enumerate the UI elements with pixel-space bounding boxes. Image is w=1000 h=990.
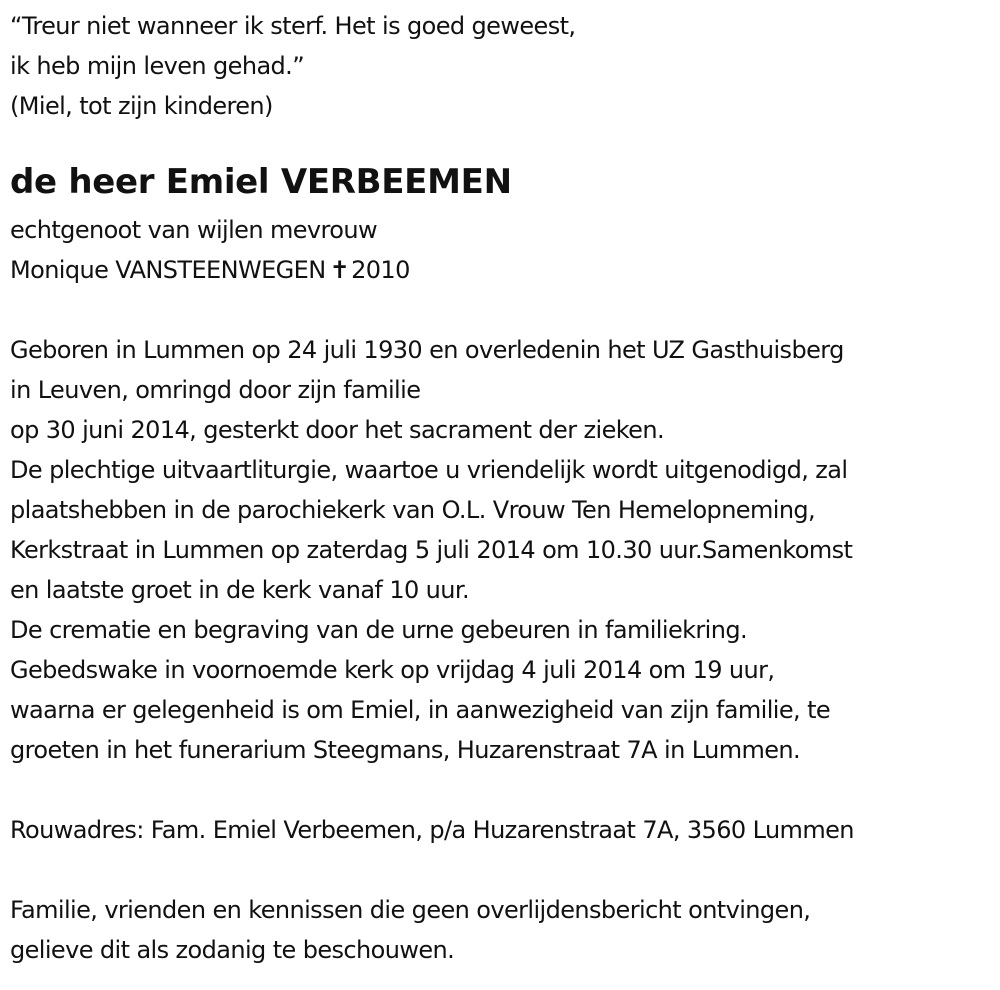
spouse-name: Monique VANSTEENWEGEN (10, 256, 326, 284)
body-line: groeten in het funerarium Steegmans, Huzarenstraat 7A in Lummen. (10, 736, 801, 764)
body-line: waarna er gelegenheid is om Emiel, in aanwezigheid van zijn familie, te (10, 696, 831, 724)
deceased-name: de heer Emiel VERBEEMEN (10, 162, 512, 202)
body-line: Geboren in Lummen op 24 juli 1930 en overledenin het UZ Gasthuisberg (10, 336, 844, 364)
body-line: en laatste groet in de kerk vanaf 10 uur. (10, 576, 469, 604)
quote-block (10, 6, 998, 126)
relation-line: echtgenoot van wijlen mevrouw (10, 216, 377, 244)
body-line: De plechtige uitvaartliturgie, waartoe u vriendelijk wordt uitgenodigd, zal (10, 456, 848, 484)
closing-line-2: gelieve dit als zodanig te beschouwen. (10, 936, 455, 964)
body-line: De crematie en begraving van de urne gebeuren in familiekring. (10, 616, 748, 644)
spacer (10, 770, 998, 810)
relation-block (10, 210, 998, 290)
quote-line-2: ik heb mijn leven gehad.” (10, 52, 305, 80)
quote-attribution: (Miel, tot zijn kinderen) (10, 92, 273, 120)
closing-line-1: Familie, vrienden en kennissen die geen overlijdensbericht ontvingen, (10, 896, 811, 924)
body-line: plaatshebben in de parochiekerk van O.L. Vrouw Ten Hemelopneming, (10, 496, 816, 524)
closing-block (10, 890, 998, 970)
spouse-line (10, 250, 998, 290)
spouse-death-year: 2010 (351, 256, 410, 284)
spacer (10, 290, 998, 330)
quote-line-1: “Treur niet wanneer ik sterf. Het is goed geweest, (10, 12, 576, 40)
spacer (10, 850, 998, 890)
cross-icon: ✝ (329, 256, 350, 284)
body-line: in Leuven, omringd door zijn familie (10, 376, 421, 404)
body-line: Gebedswake in voornoemde kerk op vrijdag 4 juli 2014 om 19 uur, (10, 656, 775, 684)
body-text (10, 330, 998, 770)
mourning-address: Rouwadres: Fam. Emiel Verbeemen, p/a Huzarenstraat 7A, 3560 Lummen (10, 816, 854, 844)
body-line: op 30 juni 2014, gesterkt door het sacrament der zieken. (10, 416, 664, 444)
body-line: Kerkstraat in Lummen op zaterdag 5 juli 2014 om 10.30 uur.Samenkomst (10, 536, 853, 564)
death-notice (10, 6, 998, 970)
